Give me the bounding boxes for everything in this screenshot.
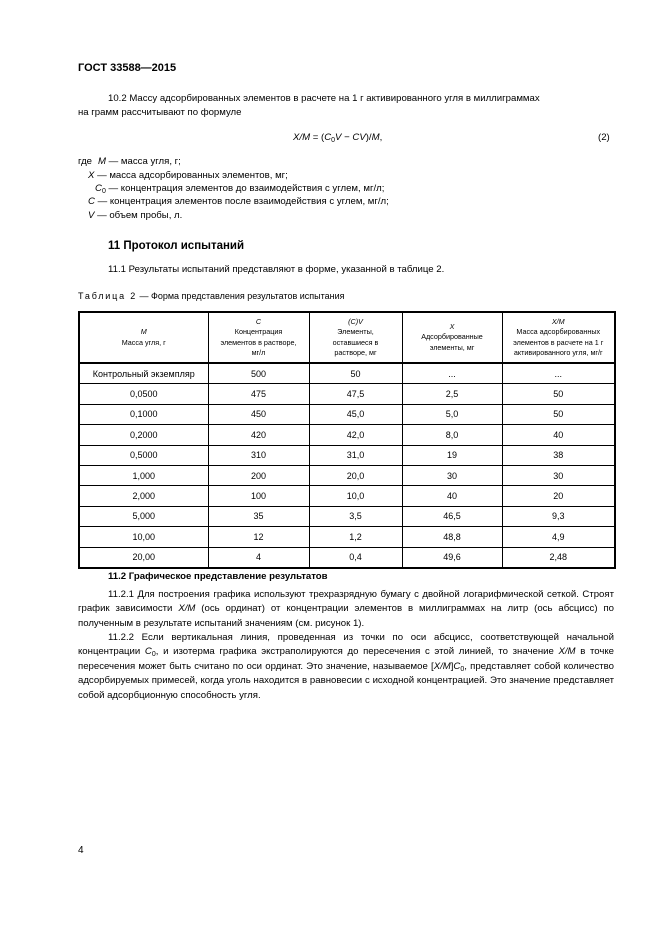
paragraph-11-2-2: 11.2.2 Если вертикальная линия, проведенная из точки по оси абсцисс, соответствующей начальной концентрации $C_0$, и изотерма графика экстраполируются до пересечения с этой линией, то значение X/M в точке пересечения может быть считано по оси ординат. Это значение, называемое $[X/M]C_0$, представляет собой количество адсорбируемых примесей, когда уголь находится в равновесии с исходной концентрацией. Это значение представляет собой адсорбционную способность угля.: [78, 632, 615, 701]
paragraph-10-2-line1: 10.2 Массу адсорбированных элементов в расчете на 1 г активированного угля в миллиграммах: [108, 93, 540, 104]
table-row: 10,00 12 1,2 48,8 4,9: [79, 527, 615, 547]
variable-X: X — масса адсорбированных элементов, мг;: [88, 170, 288, 181]
table-row: 0,0500 475 47,5 2,5 50: [79, 384, 615, 404]
formula-number: (2): [598, 132, 610, 143]
variable-V: V — объем пробы, л.: [88, 210, 183, 221]
results-table: [78, 311, 616, 569]
paragraph-10-2: [78, 92, 614, 121]
variable-M: M — масса угля, г;: [98, 156, 181, 167]
variable-C0: $C_0$ — концентрация элементов до взаимодействия с углем, мг/л;: [95, 183, 385, 195]
variable-C: C — концентрация элементов после взаимодействия с углем, мг/л;: [88, 196, 389, 207]
page-number: 4: [78, 845, 84, 856]
paragraph-10-2-line2: на грамм рассчитывают по формуле: [78, 107, 242, 119]
where-word: где: [78, 156, 93, 167]
col-header-concentration: C Концентрация элементов в растворе, мг/л: [208, 312, 309, 363]
section-11-2-heading: 11.2 Графическое представление результатов: [108, 571, 328, 582]
table-row: 0,1000 450 45,0 5,0 50: [79, 404, 615, 424]
table-header-row: [79, 312, 615, 363]
document-header: ГОСТ 33588—2015: [78, 62, 177, 74]
section-11-heading: 11 Протокол испытаний: [108, 240, 245, 252]
col-header-xm: X/M Масса адсорбированных элементов в расчете на 1 г активированного угля, мг/г: [502, 312, 615, 363]
table-row: 20,00 4 0,4 49,6 2,48: [79, 547, 615, 568]
table-row: 2,000 100 10,0 40 20: [79, 486, 615, 506]
table-row: 0,2000 420 42,0 8,0 40: [79, 425, 615, 445]
col-header-remaining: (C)V Элементы, оставшиеся в растворе, мг: [309, 312, 402, 363]
col-header-mass: M Масса угля, г: [79, 312, 208, 363]
col-header-adsorbed: X Адсорбированные элементы, мг: [402, 312, 502, 363]
table-row: 0,5000 310 31,0 19 38: [79, 445, 615, 465]
table-row: 1,000 200 20,0 30 30: [79, 465, 615, 485]
table-row: 5,000 35 3,5 46,5 9,3: [79, 506, 615, 526]
formula-2: $X/M = (C_0V - CV)/M$,: [293, 132, 383, 144]
paragraph-11-1: 11.1 Результаты испытаний представляют в форме, указанной в таблице 2.: [108, 264, 445, 275]
table-row: Контрольный экземпляр 500 50 ... ...: [79, 363, 615, 384]
table-caption: Таблица 2 — Форма представления результатов испытания: [78, 291, 345, 301]
paragraph-11-2-1: 11.2.1 Для построения графика используют трехразрядную бумагу с двойной логарифмической сеткой. Строят график зависимости X/M (ось ординат) от концентрации элементов в миллиграммах на литр (ось абсцисс) по полученным в результате испытаний значениям (см. рисунок 1).: [78, 589, 615, 629]
